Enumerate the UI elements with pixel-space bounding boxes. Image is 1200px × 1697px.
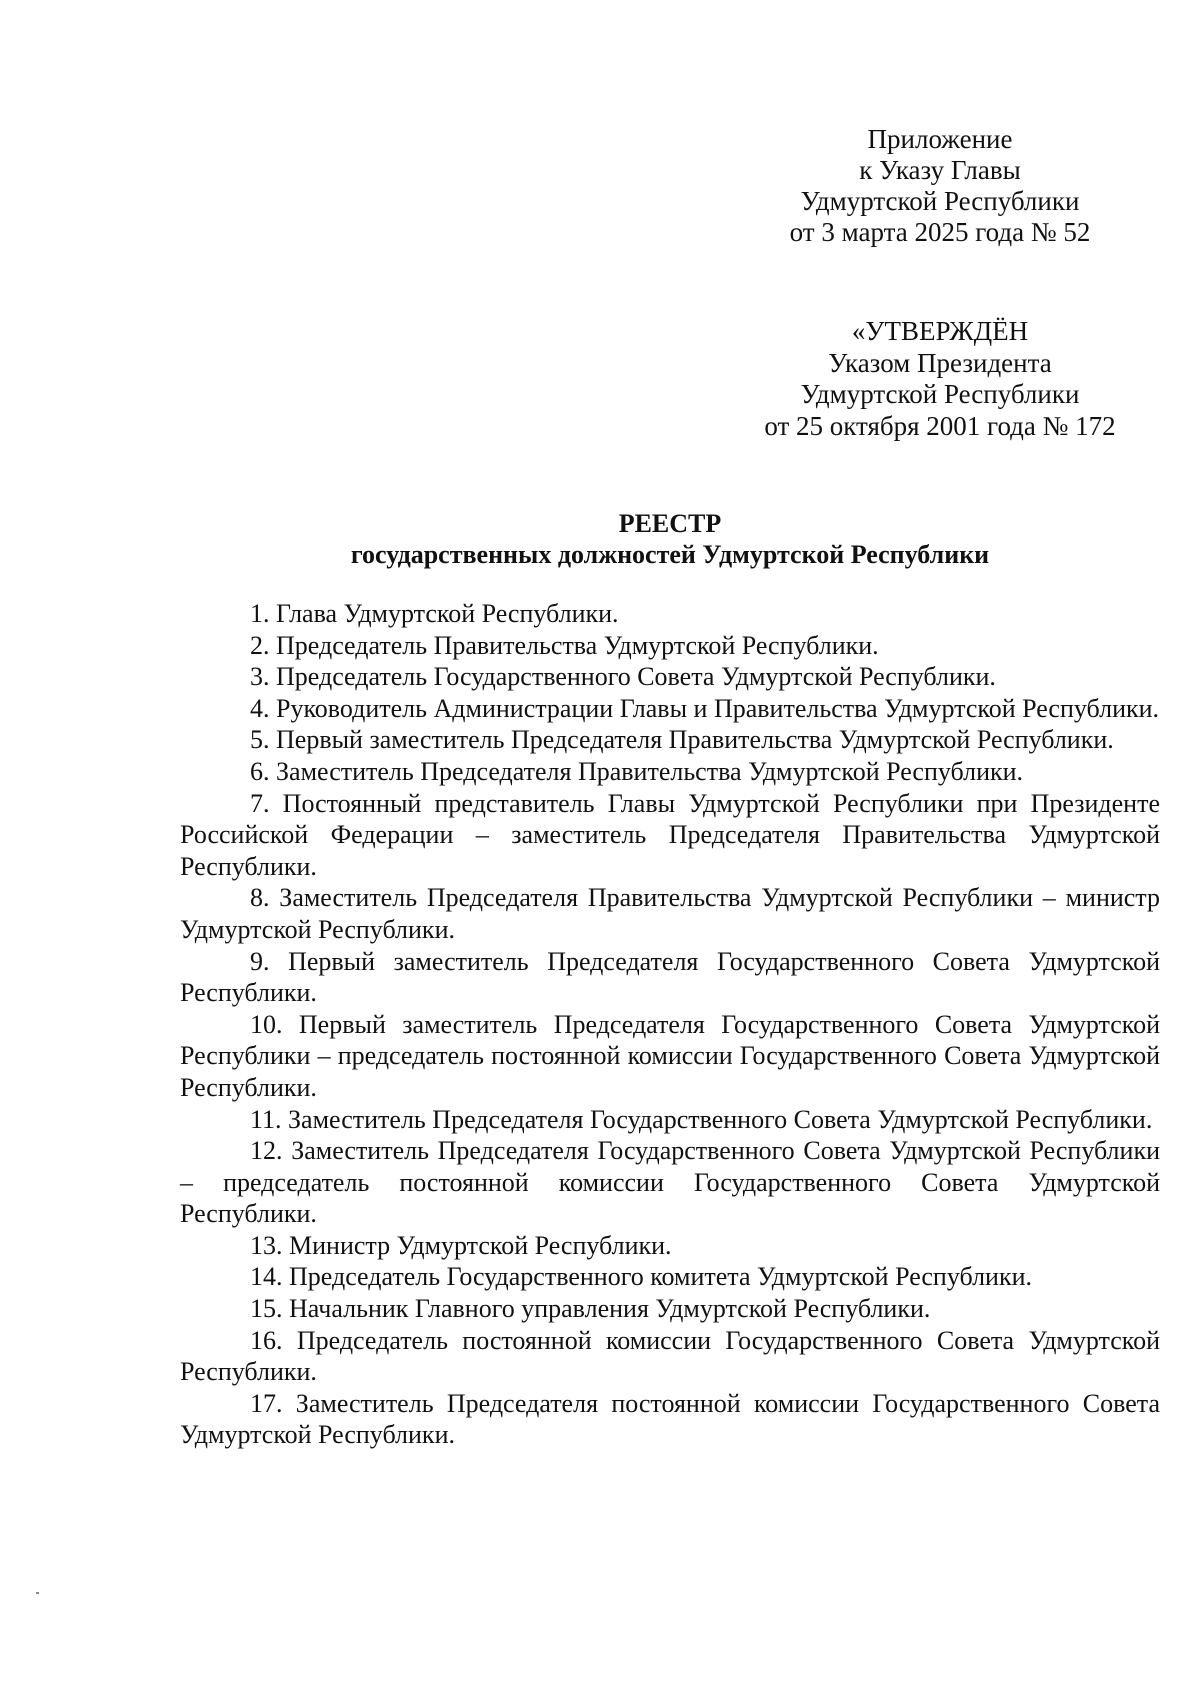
registry-item: 11. Заместитель Председателя Государственного Совета Удмуртской Республики.	[250, 1104, 1153, 1134]
annex-line: Приложение	[867, 124, 1013, 154]
approval-stamp-block	[740, 316, 1140, 442]
document-heading	[180, 508, 1160, 570]
registry-item: 5. Первый заместитель Председателя Правительства Удмуртской Республики.	[250, 725, 1114, 755]
registry-item: 10. Первый заместитель Председателя Государственного Совета Удмуртской Республики – председатель постоянной комиссии Государственного Совета Удмуртской Республики.	[180, 1009, 1160, 1102]
approval-line: Указом Президента	[828, 347, 1052, 378]
registry-item: 14. Председатель Государственного комитета Удмуртской Республики.	[250, 1262, 1033, 1292]
registry-item: 13. Министр Удмуртской Республики.	[250, 1230, 672, 1260]
approval-line: Удмуртской Республики	[800, 379, 1080, 409]
document-subtitle: государственных должностей Удмуртской Республики	[350, 540, 990, 569]
registry-item: 2. Председатель Правительства Удмуртской Республики.	[250, 630, 879, 660]
registry-item: 16. Председатель постоянной комиссии Государственного Совета Удмуртской Республики.	[180, 1325, 1160, 1387]
annex-block	[760, 124, 1120, 248]
annex-line: Удмуртской Республики	[800, 186, 1080, 216]
annex-line: к Указу Главы	[859, 155, 1021, 185]
registry-item: 15. Начальник Главного управления Удмуртской Республики.	[250, 1294, 931, 1324]
positions-registry-list	[180, 598, 1160, 1451]
registry-item: 12. Заместитель Председателя Государственного Совета Удмуртской Республики – председатель постоянной комиссии Государственного Совета Удмуртской Республики.	[180, 1136, 1160, 1229]
registry-item: 6. Заместитель Председателя Правительства Удмуртской Республики.	[250, 756, 1024, 786]
registry-item: 17. Заместитель Председателя постоянной комиссии Государственного Совета Удмуртской Республики.	[180, 1388, 1160, 1450]
approval-line: от 25 октября 2001 года № 172	[764, 410, 1116, 441]
approval-line: «УТВЕРЖДЁН	[851, 316, 1029, 346]
registry-item: 8. Заместитель Председателя Правительства Удмуртской Республики – министр Удмуртской Республики.	[180, 883, 1160, 944]
registry-item: 7. Постоянный представитель Главы Удмуртской Республики при Президенте Российской Федерации – заместитель Председателя Правительства Удмуртской Республики.	[180, 788, 1160, 881]
registry-item: 1. Глава Удмуртской Республики.	[250, 599, 619, 628]
document-title: РЕЕСТР	[618, 509, 722, 538]
registry-item: 9. Первый заместитель Председателя Государственного Совета Удмуртской Республики.	[180, 946, 1160, 1008]
scan-artifact	[36, 1592, 39, 1594]
annex-line: от 3 марта 2025 года № 52	[789, 217, 1091, 247]
registry-item: 3. Председатель Государственного Совета Удмуртской Республики.	[250, 662, 996, 692]
registry-item: 4. Руководитель Администрации Главы и Правительства Удмуртской Республики.	[250, 693, 1160, 723]
